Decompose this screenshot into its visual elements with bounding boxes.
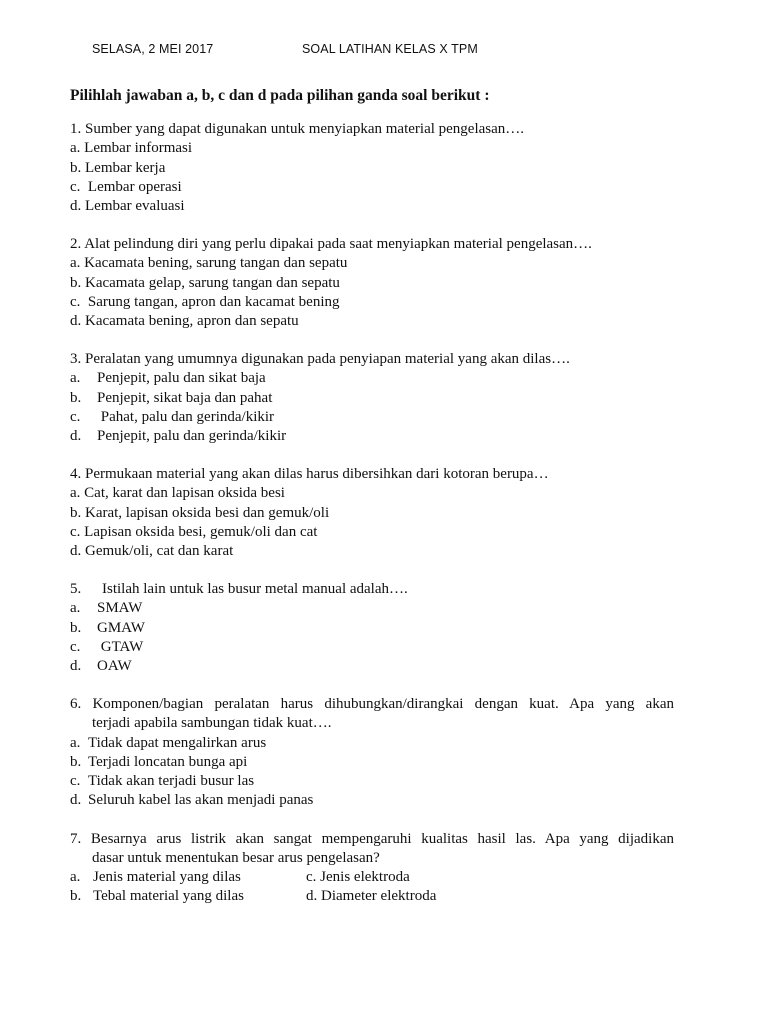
option-a: a. Kacamata bening, sarung tangan dan sepatu [70,255,348,272]
question-body: Permukaan material yang akan dilas harus dibersihkan dari kotoran berupa… [85,466,549,483]
option-d: d. Kacamata bening, apron dan sepatu [70,313,299,330]
option-d: d. Seluruh kabel las akan menjadi panas [70,792,314,809]
question-number: 2. [70,236,82,253]
question-7 [70,830,674,907]
option-a: a. Jenis material yang dilas [70,868,241,885]
option-a: a. Tidak dapat mengalirkan arus [70,734,267,751]
question-number: 7. [70,830,82,847]
option-b: b. Tebal material yang dilas [70,888,244,905]
option-a: a. SMAW [70,600,143,617]
question-body: Komponen/bagian peralatan harus dihubungkan/dirangkai dengan kuat. Apa yang akan [92,696,674,713]
question-number: 4. [70,466,82,483]
question-text [70,830,674,849]
question-2 [70,235,674,331]
option-a: a. Lembar informasi [70,140,193,157]
question-5 [70,580,674,676]
option-b: b. GMAW [70,619,145,636]
question-number: 6. [70,696,82,713]
options-row-1 [70,868,674,887]
question-body: Besarnya arus listrik akan sangat mempengaruhi kualitas hasil las. Apa yang dijadikan [90,830,674,847]
document-body [70,86,674,925]
question-text-continued: dasar untuk menentukan besar arus pengelasan? [92,849,380,866]
question-body: Sumber yang dapat digunakan untuk menyiapkan material pengelasan…. [85,121,525,138]
header-subject: SOAL LATIHAN KELAS X TPM [302,42,478,56]
option-c: c. GTAW [70,638,144,655]
option-d: d. Gemuk/oli, cat dan karat [70,543,234,560]
option-d: d. Lembar evaluasi [70,198,185,215]
option-b: b. Penjepit, sikat baja dan pahat [70,389,273,406]
option-c: c. Lembar operasi [70,178,182,195]
question-body: Alat pelindung diri yang perlu dipakai pada saat menyiapkan material pengelasan…. [84,236,592,253]
option-d: d. Diameter elektroda [306,888,437,905]
question-1 [70,120,674,216]
options-row-2 [70,887,674,906]
option-c: c. Lapisan oksida besi, gemuk/oli dan cat [70,523,318,540]
option-b: b. Lembar kerja [70,159,166,176]
option-c: c. Jenis elektroda [306,868,410,885]
question-number: 1. [70,121,82,138]
question-body: Peralatan yang umumnya digunakan pada penyiapan material yang akan dilas…. [85,351,570,368]
option-c: c. Sarung tangan, apron dan kacamat bening [70,293,340,310]
option-c: c. Pahat, palu dan gerinda/kikir [70,408,275,425]
option-b: b. Kacamata gelap, sarung tangan dan sepatu [70,274,340,291]
question-body: Istilah lain untuk las busur metal manual adalah…. [102,581,408,598]
question-3 [70,350,674,446]
option-d: d. OAW [70,658,132,675]
instruction-text: Pilihlah jawaban a, b, c dan d pada pilihan ganda soal berikut : [70,87,490,104]
question-6 [70,695,674,810]
question-4 [70,465,674,561]
question-text-continued: terjadi apabila sambungan tidak kuat…. [92,715,332,732]
header-date: SELASA, 2 MEI 2017 [92,42,214,56]
option-b: b. Karat, lapisan oksida besi dan gemuk/oli [70,504,330,521]
question-number: 3. [70,351,82,368]
question-number: 5. [70,581,82,598]
question-text [70,465,674,484]
option-a: a. Cat, karat dan lapisan oksida besi [70,485,285,502]
question-text [70,695,674,714]
question-text [70,120,674,139]
question-text [70,580,674,599]
option-c: c. Tidak akan terjadi busur las [70,773,255,790]
option-a: a. Penjepit, palu dan sikat baja [70,370,266,387]
option-b: b. Terjadi loncatan bunga api [70,753,248,770]
question-text [70,350,674,369]
option-d: d. Penjepit, palu dan gerinda/kikir [70,428,287,445]
question-text [70,235,674,254]
page-header [92,42,748,60]
